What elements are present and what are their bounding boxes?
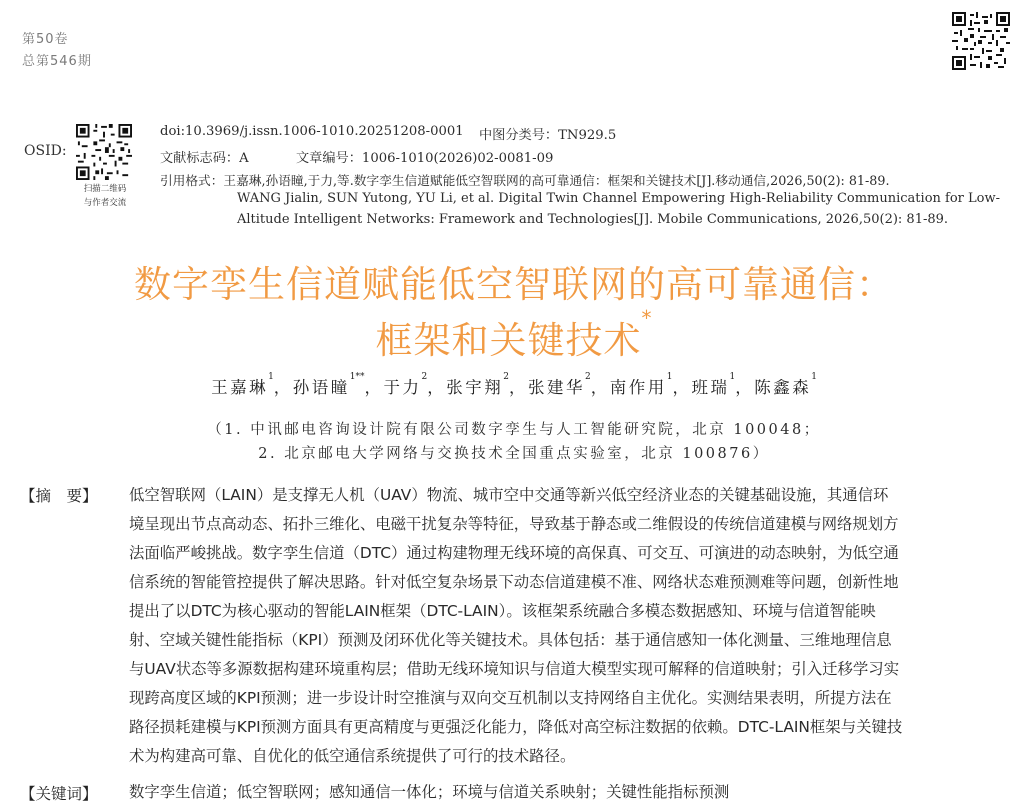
classification-number: 中图分类号：TN929.5 (479, 128, 617, 143)
doi-text[interactable]: doi:10.3969/j.issn.1006-1010.20251208-0001 (160, 124, 464, 139)
article-title-line2-text: 框架和关键技术 (375, 319, 642, 362)
citation-english-line2: Altitude Intelligent Networks: Framework and Technologies[J]. Mobile Communications, 2026,50(2): 81-89. (237, 212, 949, 227)
author: 南作用$^1$， (609, 372, 692, 397)
author: 于力$^2$， (383, 372, 447, 397)
keywords-text: 数字孪生信道；低空智联网；感知通信一体化；环境与信道关系映射；关键性能指标预测 (129, 783, 730, 801)
abstract-line: 信系统的智能管控提供了解决思路。针对低空复杂场景下动态信道建模不准、网络状态难预测难等问题，创新性地 (129, 573, 899, 591)
abstract-line: 提出了以DTC为核心驱动的智能LAIN框架（DTC-LAIN）。该框架系统融合多模态数据感知、环境与信道智能映 (129, 602, 876, 620)
author: 班瑞$^1$， (691, 372, 755, 397)
qr-code-icon (952, 12, 1010, 70)
osid-label: OSID: (24, 143, 67, 159)
abstract-line: 术为构建高可靠、自优化的低空通信系统提供了可行的技术路径。 (129, 747, 576, 765)
author: 孙语瞳$^{1**}$， (292, 372, 384, 397)
article-title-line2 (0, 306, 1028, 364)
abstract-line: 与UAV状态等多源数据构建环境重构层；借助无线环境知识与信道大模型实现可解释的信道映射；引入迁移学习实 (129, 660, 900, 678)
journal-qr-code[interactable] (952, 12, 1010, 70)
scan-caption-line2: 与作者交流 (83, 198, 127, 208)
qr-code-icon (76, 124, 132, 180)
abstract-line: 低空智联网（LAIN）是支撑无人机（UAV）物流、城市空中交通等新兴低空经济业态的关键基础设施，其通信环 (129, 486, 889, 504)
abstract-line: 现跨高度区域的KPI预测；进一步设计时空推演与双向交互机制以支持网络自主优化。实测结果表明，所提方法在 (129, 689, 892, 707)
citation-english-line1: WANG Jialin, SUN Yutong, YU Li, et al. Digital Twin Channel Empowering High-Reliability Communication for Low- (237, 191, 1000, 206)
abstract-label: 【摘 要】 (20, 487, 98, 505)
abstract-line: 路径损耗建模与KPI预测方面具有更高精度与更强泛化能力，降低对高空标注数据的依赖。DTC-LAIN框架与关键技 (129, 718, 903, 736)
author: 王嘉琳$^1$， (211, 372, 293, 397)
abstract-line: 法面临严峻挑战。数字孪生信道（DTC）通过构建物理无线环境的高保真、可交互、可演进的动态映射，为低空通 (129, 544, 899, 562)
author: 张建华$^2$， (528, 372, 610, 397)
article-title-line1: 数字孪生信道赋能低空智联网的高可靠通信： (134, 263, 894, 306)
citation-chinese: 引用格式：王嘉琳,孙语瞳,于力,等.数字孪生信道赋能低空智联网的高可靠通信：框架和关键技术[J].移动通信,2026,50(2): 81-89. (160, 173, 890, 188)
abstract-line: 射、空域关键性能指标（KPI）预测及闭环优化等关键技术。具体包括：基于通信感知一体化测量、三维地理信息 (129, 631, 892, 649)
title-footnote-mark: * (641, 306, 653, 330)
author: 陈鑫森$^1$ (754, 372, 817, 397)
abstract-body (129, 481, 1009, 771)
osid-qr-code[interactable] (76, 124, 132, 180)
volume-number: 第50卷 (22, 32, 69, 47)
author-list (0, 374, 1028, 398)
author: 张宇翔$^2$， (446, 372, 528, 397)
abstract-line: 境呈现出节点高动态、拓扑三维化、电磁干扰复杂等特征，导致基于静态或二维假设的传统信道建模与网络规划方 (129, 515, 899, 533)
affiliation-line1: （1. 中讯邮电咨询设计院有限公司数字孪生与人工智能研究院，北京 100048； (207, 422, 821, 438)
keywords-label: 【关键词】 (20, 785, 98, 803)
document-code: 文献标志码：A (160, 151, 249, 166)
scan-caption-line1: 扫描二维码 (83, 184, 127, 194)
article-number: 文章编号：1006-1010(2026)02-0081-09 (296, 151, 554, 166)
affiliation-line2: 2. 北京邮电大学网络与交换技术全国重点实验室，北京 100876） (258, 446, 770, 462)
issue-number: 总第546期 (22, 54, 92, 69)
